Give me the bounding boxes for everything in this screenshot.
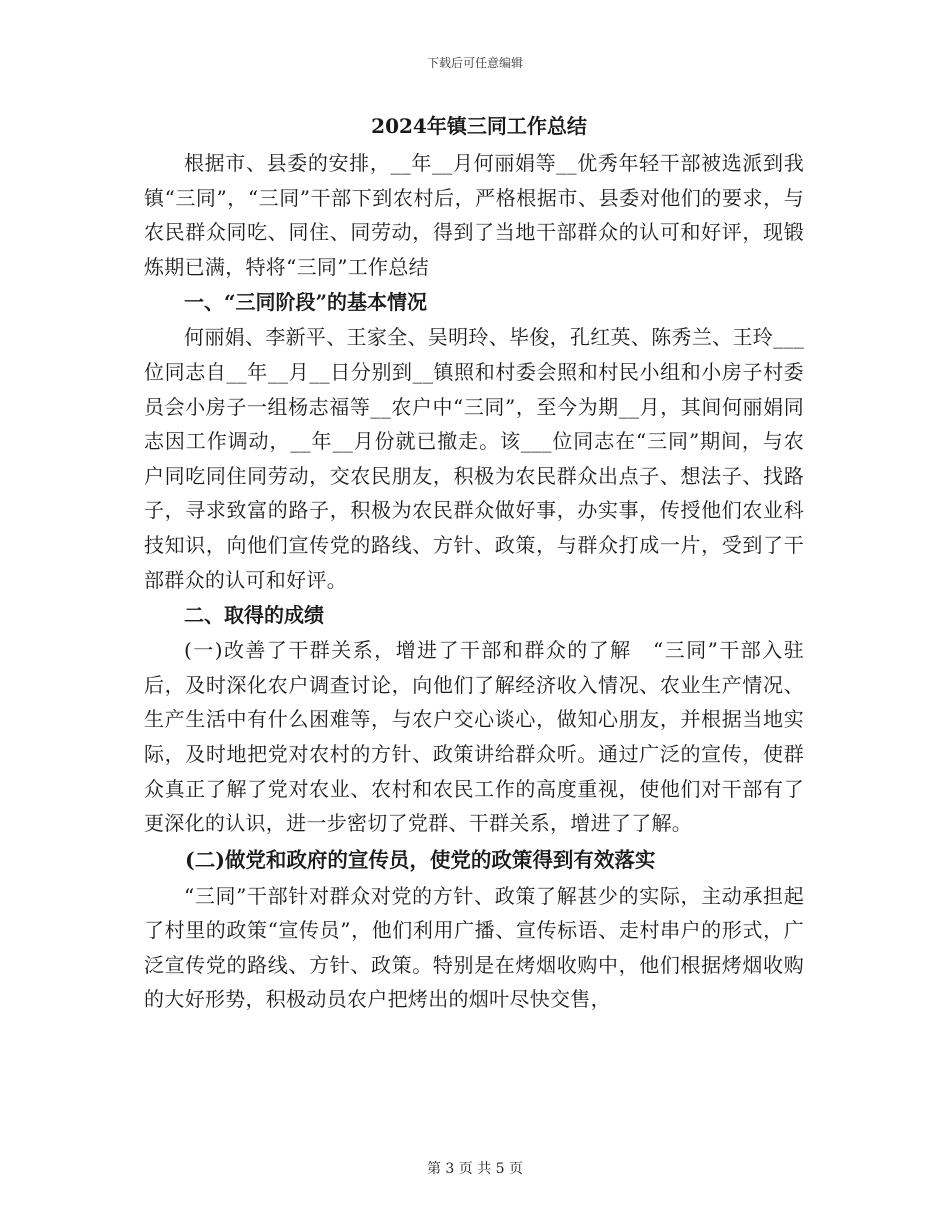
- section-2-item-2-heading: (二)做党和政府的宣传员，使党的政策得到有效落实: [185, 847, 656, 872]
- section-1-heading: 一、“三同阶段”的基本情况: [184, 290, 428, 315]
- section-2-item-2-paragraph: “三同”干部针对群众对党的方针、政策了解甚少的实际，主动承担起了村里的政策“宣传员”，他们利用广播、宣传标语、走村串户的形式，广泛宣传党的路线、方针、政策。特别是在烤烟收购中，他们根据烤烟收购的大好形势，积极动员农户把烤出的烟叶尽快交售，: [144, 883, 804, 1012]
- section-2-heading: 二、取得的成绩: [184, 603, 324, 628]
- document-title: 2024年镇三同工作总结: [371, 114, 587, 138]
- document-body: [144, 108, 804, 1017]
- page-header: 下载后可任意编辑: [426, 56, 523, 70]
- section-1-paragraph: 何丽娟、李新平、王家全、吴明玲、毕俊，孔红英、陈秀兰、王玲___位同志自__年__月__日分别到__镇照和村委会照和村民小组和小房子村委员会小房子一组杨志福等__农户中“三同”，至今为期__月，其间何丽娟同志因工作调动，__年__月份就已撤走。该___位同志在“三同”期间，与农户同吃同住同劳动，交农民朋友，积极为农民群众出点子、想法子、找路子，寻求致富的路子，积极为农民群众做好事，办实事，传授他们农业科技知识，向他们宣传党的路线、方针、政策，与群众打成一片，受到了干部群众的认可和好评。: [144, 325, 804, 592]
- section-2-item-1-paragraph: (一)改善了干群关系，增进了干部和群众的了解 “三同”干部入驻后，及时深化农户调查讨论，向他们了解经济收入情况、农业生产情况、生产生活中有什么困难等，与农户交心谈心，做知心朋友，并根据当地实际，及时地把党对农村的方针、政策讲给群众听。通过广泛的宣传，使群众真正了解了党对农业、农村和农民工作的高度重视，使他们对干部有了更深化的认识，进一步密切了党群、干群关系，增进了了解。: [144, 638, 804, 836]
- page-footer: 第 3 页 共 5 页: [426, 1161, 524, 1177]
- intro-paragraph: 根据市、县委的安排，__年__月何丽娟等__优秀年轻干部被选派到我镇“三同”，“三同”干部下到农村后，严格根据市、县委对他们的要求，与农民群众同吃、同住、同劳动，得到了当地干部群众的认可和好评，现锻炼期已满，特将“三同”工作总结: [144, 151, 804, 279]
